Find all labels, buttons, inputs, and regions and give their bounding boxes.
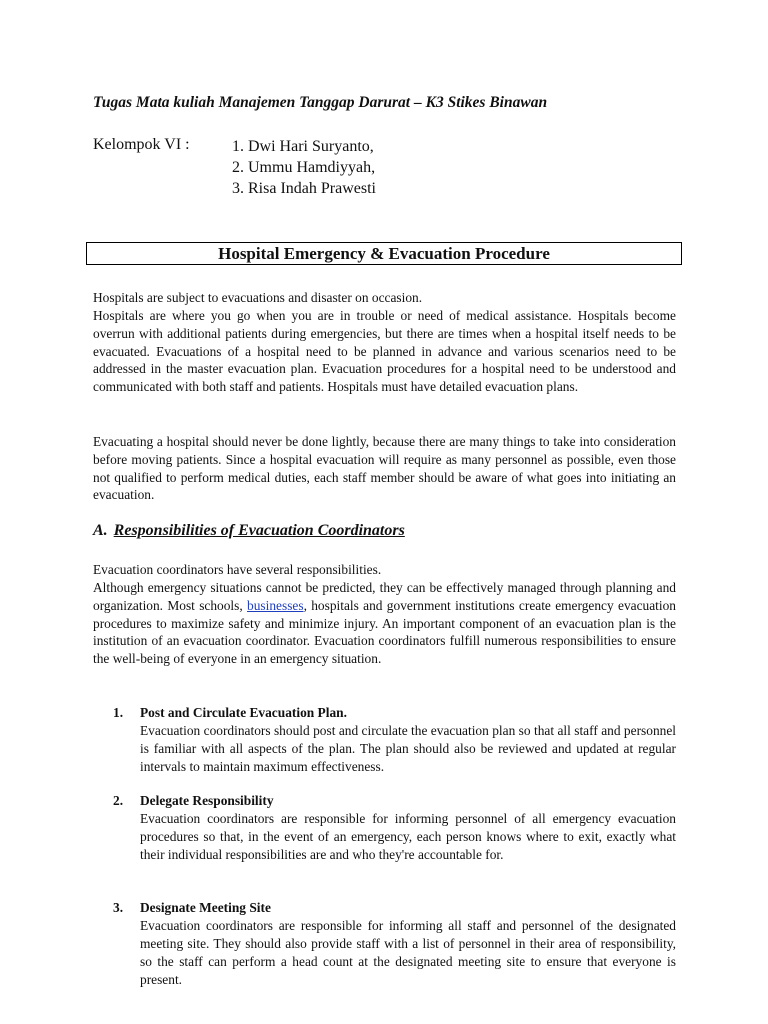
section-title: Responsibilities of Evacuation Coordinators [113, 522, 405, 539]
section-paragraph [93, 579, 676, 668]
section-lead-line: Evacuation coordinators have several responsibilities. [93, 562, 382, 577]
item-title: Post and Circulate Evacuation Plan. [140, 705, 347, 720]
list-item [113, 704, 676, 776]
group-label: Kelompok VI : [93, 136, 190, 153]
item-number: 1. [113, 705, 124, 720]
section-a-heading [93, 522, 405, 540]
item-body: Evacuation coordinators are responsible for informing personnel of all emergency evacuation procedures so that, in the event of an emergency, each person knows where to exit, exactly what their individual responsibilities are and who they're accountable for. [140, 811, 676, 862]
item-number: 3. [113, 900, 124, 915]
businesses-link[interactable]: businesses [247, 597, 304, 613]
member-item: 2. Ummu Hamdiyyah, [232, 159, 376, 176]
list-item [113, 792, 676, 864]
item-heading [113, 704, 676, 722]
item-title: Designate Meeting Site [140, 900, 271, 915]
item-body: Evacuation coordinators should post and circulate the evacuation plan so that all staff and personnel is familiar with all aspects of the plan. The plan should also be reviewed and updated at regular intervals to maintain maximum effectiveness. [140, 723, 676, 774]
intro-line: Hospitals are subject to evacuations and disaster on occasion. [93, 290, 423, 305]
course-title: Tugas Mata kuliah Manajemen Tanggap Darurat – K3 Stikes Binawan [93, 94, 548, 111]
member-list [232, 136, 376, 199]
paragraph-text: Although emergency situations cannot be predicted, they can be effectively managed through planning and organization. Most schools, [93, 580, 676, 613]
list-item [113, 899, 676, 989]
item-heading [113, 792, 676, 810]
item-title: Delegate Responsibility [140, 793, 274, 808]
member-item: 3. Risa Indah Prawesti [232, 180, 376, 197]
document-title: Hospital Emergency & Evacuation Procedure [86, 242, 682, 265]
second-paragraph: Evacuating a hospital should never be done lightly, because there are many things to take into consideration before moving patients. Since a hospital evacuation will require as many personnel as possible, even those not qualified to perform medical duties, each staff member should be aware of what goes into initiating an evacuation. [93, 434, 676, 503]
item-body: Evacuation coordinators are responsible for informing all staff and personnel of the designated meeting site. They should also provide staff with a list of personnel in their area of responsibility, so the staff can perform a head count at the designated meeting site to ensure that everyone is present. [140, 918, 676, 987]
member-item: 1. Dwi Hari Suryanto, [232, 138, 374, 155]
item-number: 2. [113, 793, 124, 808]
paragraph-text: , hospitals and government institutions create emergency evacuation procedures to maximize safety and minimize injury. An important component of an evacuation plan is the institution of an evacuation coordinator. Evacuation coordinators fulfill numerous responsibilities to ensure the well-being of everyone in an emergency situation. [93, 597, 676, 667]
intro-paragraph: Hospitals are where you go when you are in trouble or need of medical assistance. Hospitals become overrun with additional patients during emergencies, but there are times when a hospital itself needs to be evacuated. Evacuations of a hospital need to be planned in advance and various scenarios need to be addressed in the master evacuation plan. Evacuation procedures for a hospital need to be understood and communicated with both staff and patients. Hospitals must have detailed evacuation plans. [93, 308, 676, 395]
section-letter: A. [93, 522, 108, 539]
item-heading [113, 899, 676, 917]
